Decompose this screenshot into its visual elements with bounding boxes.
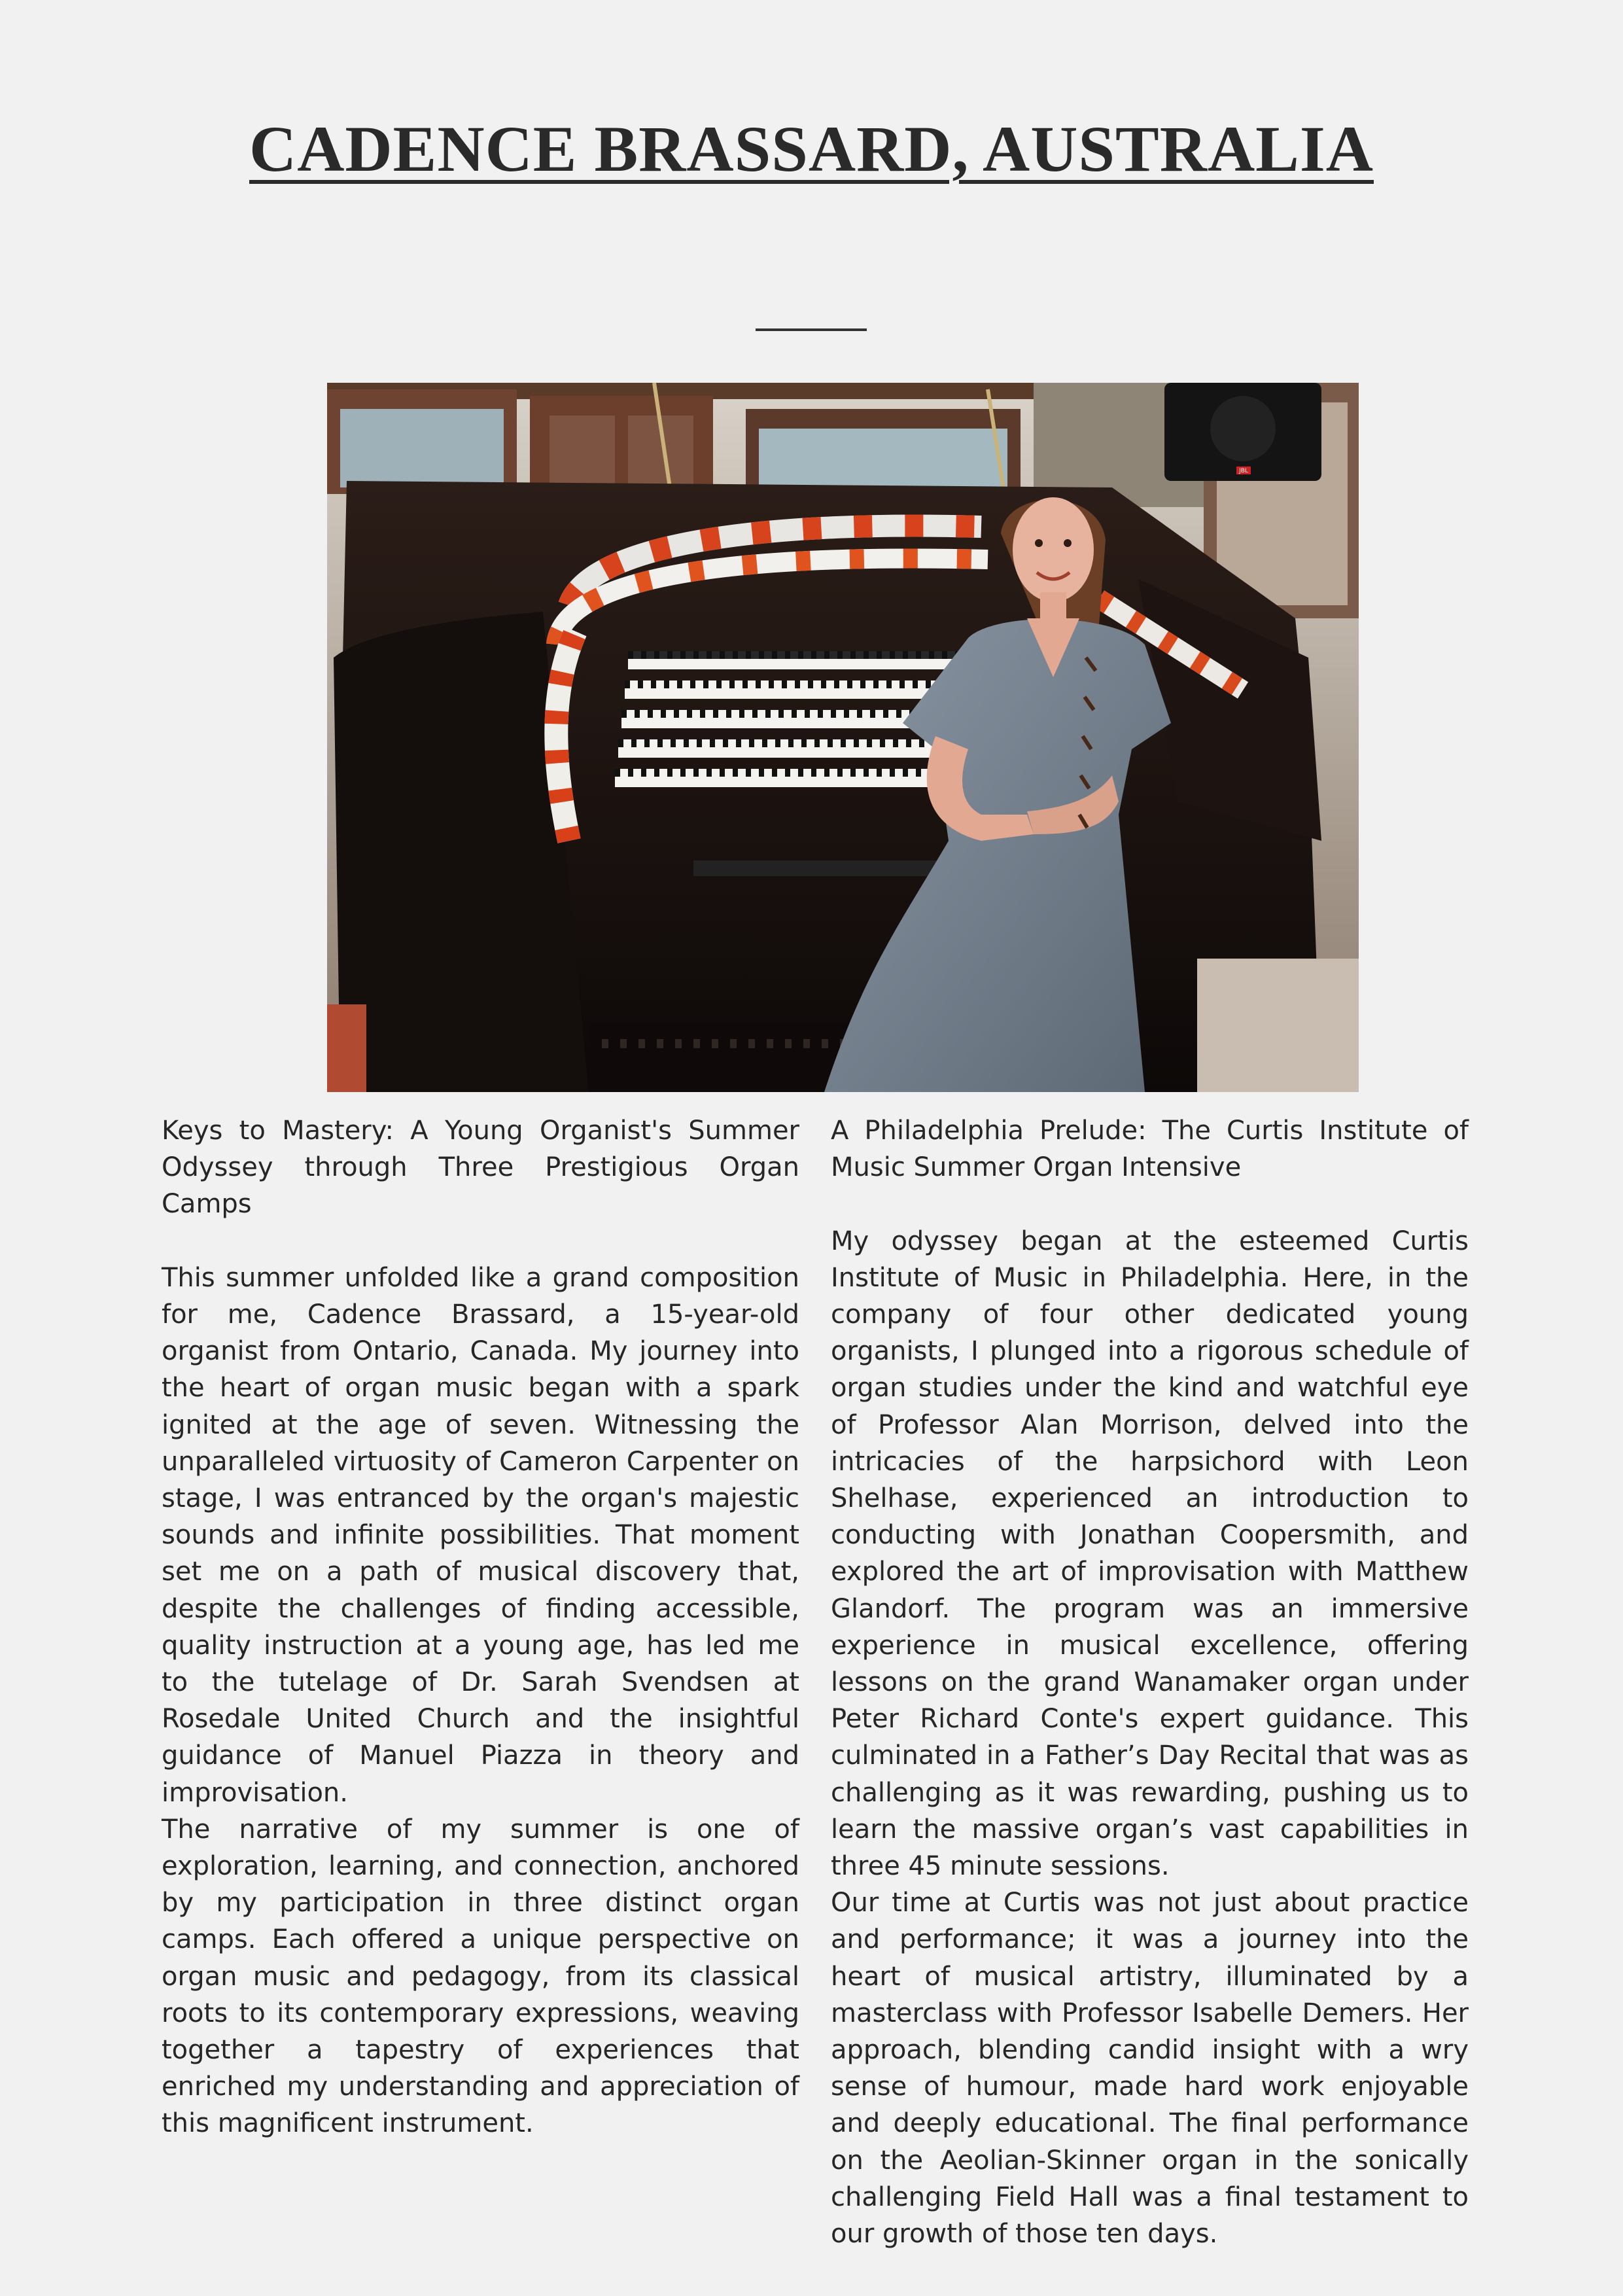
page-title: CADENCE BRASSARD, AUSTRALIA xyxy=(249,113,1374,185)
spacer xyxy=(831,1186,1469,1222)
left-paragraph-2: The narrative of my summer is one of exploration, learning, and connection, anchored by my participation in three distinct organ camps. Each offered a unique perspective on organ music and pedagogy, from its classical roots to its contemporary expressions, weaving together a tapestry of experiences that enriched my understanding and appreciation of this magnificent instrument. xyxy=(162,1814,799,2139)
right-paragraph-2: Our time at Curtis was not just about practice and performance; it was a journey into the heart of musical artistry, illuminated by a masterclass with Professor Isabelle Demers. Her approach, blending candid insight with a wry sense of humour, made hard work enjoyable and deeply educational. The final performance on the Aeolian-Skinner organ in the sonically challenging Field Hall was a final testament to our growth of those ten days. xyxy=(831,1888,1469,2250)
left-paragraph-1: This summer unfolded like a grand composition for me, Cadence Brassard, a 15-year-old organist from Ontario, Canada. My journey into the heart of organ music began with a spark ignited at the age of seven. Witnessing the unparalleled virtuosity of Cameron Carpenter on stage, I was entranced by the organ's majestic sounds and infinite possibilities. That moment set me on a path of musical discovery that, despite the challenges of finding accessible, quality instruction at a young age, has led me to the tutelage of Dr. Sarah Svendsen at Rosedale United Church and the insightful guidance of Manuel Piazza in theory and improvisation. xyxy=(162,1262,799,1808)
right-column-heading: A Philadelphia Prelude: The Curtis Institute of Music Summer Organ Intensive xyxy=(831,1116,1469,1183)
spacer xyxy=(162,1223,799,1260)
right-column xyxy=(831,1112,1469,2252)
title-divider xyxy=(756,328,867,331)
left-column-heading: Keys to Mastery: A Young Organist's Summer Odyssey through Three Prestigious Organ Camps xyxy=(162,1116,799,1220)
right-paragraph-1: My odyssey began at the esteemed Curtis Institute of Music in Philadelphia. Here, in the company of four other dedicated young organists, I plunged into a rigorous schedule of organ studies under the kind and watchful eye of Professor Alan Morrison, delved into the intricacies of the harpsichord with Leon Shelhase, experienced an introduction to conducting with Jonathan Coopersmith, and explored the art of improvisation with Matthew Glandorf. The program was an immersive experience in musical excellence, offering lessons on the grand Wanamaker organ under Peter Richard Conte's expert guidance. This culminated in a Father’s Day Recital that was as challenging as it was rewarding, pushing us to learn the massive organ’s vast capabilities in three 45 minute sessions. xyxy=(831,1226,1469,1882)
svg-text:JBL: JBL xyxy=(1239,468,1248,474)
organist-photo-icon xyxy=(327,383,1359,1092)
organist-photo xyxy=(327,383,1359,1092)
left-column xyxy=(162,1112,799,2142)
